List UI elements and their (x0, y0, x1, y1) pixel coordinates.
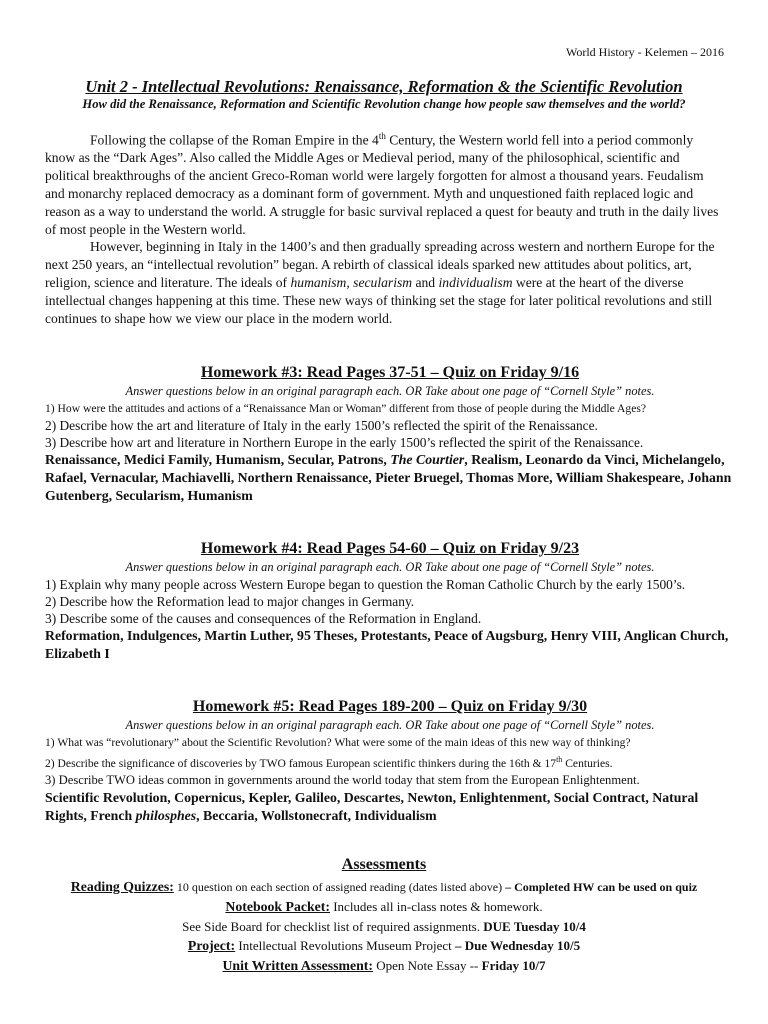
intro-paragraph-2: However, beginning in Italy in the 1400’s and then gradually spreading across western and northern Europe for the next 250 years, an “intellectual revolution” began. A rebirth of classical ideals sparked new attitudes about politics, art, religion, science and literature. The ideals of humanism, secularism and individualism were at the heart of the diverse intellectual changes happening at this time. These new ways of thinking set the stage for later political revolutions and still continues to shape how we view our place in the modern world. (45, 239, 715, 326)
unit-assessment-line: Unit Written Assessment: Open Note Essay -- Friday 10/7 (222, 957, 546, 973)
project-line: Project: Intellectual Revolutions Museum Project – Due Wednesday 10/5 (187, 938, 581, 953)
homework-5-instructions: Answer questions below in an original paragraph each. OR Take about one page of “Cornell Style” notes. (125, 718, 655, 732)
homework-3-question-1: 1) How were the attitudes and actions of a “Renaissance Man or Woman” different from those of people during the Middle Ages? (45, 402, 647, 415)
homework-3-question-3: 3) Describe how art and literature in Northern Europe in the early 1500’s reflected the spirit of the Renaissance. (45, 435, 644, 450)
assessments-heading: Assessments (341, 856, 427, 873)
intro-text (45, 128, 725, 327)
homework-3 (45, 364, 735, 505)
homework-4-question-3: 3) Describe some of the causes and consequences of the Reformation in England. (45, 611, 482, 626)
homework-5-question-3: 3) Describe TWO ideas common in governments around the world today that stem from the European Enlightenment. (45, 772, 640, 787)
reading-quizzes-line: Reading Quizzes: 10 question on each section of assigned reading (dates listed above) – Completed HW can be used on quiz (70, 878, 698, 894)
homework-5-terms: Scientific Revolution, Copernicus, Kepler, Galileo, Descartes, Newton, Enlightenment, Social Contract, Natural Rights, French philosphes, Beccaria, Wollstonecraft, Individualism (45, 789, 699, 823)
homework-4-question-2: 2) Describe how the Reformation lead to major changes in Germany. (45, 594, 415, 609)
homework-3-instructions: Answer questions below in an original paragraph each. OR Take about one page of “Cornell Style” notes. (125, 384, 655, 398)
homework-4-terms: Reformation, Indulgences, Martin Luther, 95 Theses, Protestants, Peace of Augsburg, Henry VIII, Anglican Church, Elizabeth I (45, 628, 729, 661)
homework-3-terms: Renaissance, Medici Family, Humanism, Secular, Patrons, The Courtier, Realism, Leonardo da Vinci, Michelangelo, Rafael, Vernacular, Machiavelli, Northern Renaissance, Pieter Bruegel, Thomas More, William Shakespeare, Johann Gutenberg, Secularism, Humanism (45, 452, 732, 503)
side-board-line: See Side Board for checklist list of required assignments. DUE Tuesday 10/4 (182, 918, 586, 934)
homework-5-question-1: 1) What was “revolutionary” about the Scientific Revolution? What were some of the main ideas of this new way of thinking? (45, 736, 631, 749)
homework-3-question-2: 2) Describe how the art and literature of Italy in the early 1500’s reflected the spirit of the Renaissance. (45, 418, 598, 433)
assessments-section (0, 855, 768, 975)
unit-title: Unit 2 - Intellectual Revolutions: Renaissance, Reformation & the Scientific Revolution (85, 77, 683, 96)
course-header: World History - Kelemen – 2016 (565, 45, 724, 59)
notebook-packet-line: Notebook Packet: Includes all in-class notes & homework. (225, 899, 543, 914)
unit-subtitle: How did the Renaissance, Reformation and Scientific Revolution change how people saw themselves and the world? (82, 97, 686, 111)
homework-5-question-2: 2) Describe the significance of discoveries by TWO famous European scientific thinkers during the 16th & 17th Centuries. (45, 755, 613, 770)
homework-3-title: Homework #3: Read Pages 37-51 – Quiz on Friday 9/16 (200, 364, 580, 381)
homework-4 (45, 540, 735, 663)
homework-5 (45, 698, 735, 825)
homework-4-instructions: Answer questions below in an original paragraph each. OR Take about one page of “Cornell Style” notes. (125, 560, 655, 574)
homework-4-title: Homework #4: Read Pages 54-60 – Quiz on Friday 9/23 (200, 540, 580, 557)
homework-4-question-1: 1) Explain why many people across Western Europe began to question the Roman Catholic Church by the early 1500’s. (45, 577, 686, 592)
intro-paragraph-1: Following the collapse of the Roman Empire in the 4th Century, the Western world fell into a period commonly know as the “Dark Ages”. Also called the Middle Ages or Medieval period, many of the philosophical, scientific and political breakthroughs of the ancient Greco-Roman world were largely forgotten for almost a thousand years. Feudalism and monarchy replaced democracy as a dominant form of government. Myth and unquestioned faith replaced logic and reason as a way to understand the world. A struggle for basic survival replaced a quest for beauty and truth in the daily lives of most people in the Western world. (45, 131, 719, 237)
homework-5-title: Homework #5: Read Pages 189-200 – Quiz on Friday 9/30 (192, 698, 588, 715)
